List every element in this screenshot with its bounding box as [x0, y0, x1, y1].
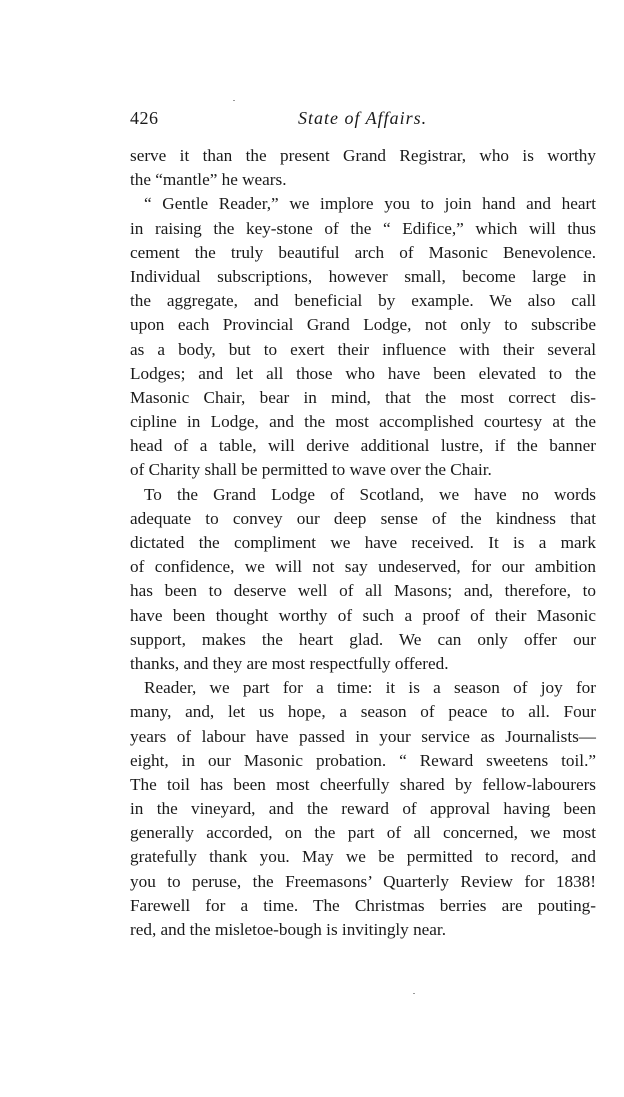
- print-speck: [233, 100, 235, 101]
- text-line: of Charity shall be permitted to wave over the Chair.: [130, 460, 492, 480]
- running-head: State of Affairs.: [298, 108, 428, 128]
- text-line: To the Grand Lodge of Scotland, we have no words: [144, 484, 596, 504]
- page-header: [130, 108, 596, 136]
- text-line: serve it than the present Grand Registrar, who is worthy: [130, 146, 596, 165]
- paragraph: [130, 192, 596, 482]
- body-text: [130, 144, 596, 942]
- paragraph: [130, 483, 596, 677]
- text-line: many, and, let us hope, a season of peace to all. Four: [130, 702, 596, 722]
- text-line: as a body, but to exert their influence with their several: [130, 339, 596, 359]
- text-line: generally accorded, on the part of all concerned, we most: [130, 823, 596, 843]
- text-line: adequate to convey our deep sense of the kindness that: [130, 508, 596, 528]
- text-line: Individual subscriptions, however small, become large in: [130, 266, 596, 286]
- text-line: dictated the compliment we have received. It is a mark: [130, 533, 596, 552]
- text-line: red, and the misletoe-bough is invitingly near.: [130, 920, 446, 939]
- text-line: have been thought worthy of such a proof of their Masonic: [130, 605, 596, 625]
- text-line: upon each Provincial Grand Lodge, not only to subscribe: [130, 315, 596, 335]
- text-line: has been to deserve well of all Masons; and, therefore, to: [130, 581, 596, 601]
- text-line: Farewell for a time. The Christmas berries are pouting-: [130, 895, 596, 915]
- page-number: 426: [130, 108, 159, 128]
- text-line: eight, in our Masonic probation. “ Reward sweetens toil.”: [130, 750, 596, 770]
- text-line: cement the truly beautiful arch of Masonic Benevolence.: [130, 242, 596, 262]
- text-line: gratefully thank you. May we be permitted to record, and: [130, 847, 596, 867]
- text-line: The toil has been most cheerfully shared by fellow-labourers: [130, 774, 596, 794]
- text-line: thanks, and they are most respectfully offered.: [130, 653, 449, 673]
- text-line: cipline in Lodge, and the most accomplished courtesy at the: [130, 412, 596, 432]
- text-line: Masonic Chair, bear in mind, that the most correct dis-: [130, 387, 596, 407]
- text-line: head of a table, will derive additional lustre, if the banner: [130, 436, 596, 456]
- text-line: in raising the key-stone of the “ Edifice,” which will thus: [130, 218, 596, 238]
- text-line: Lodges; and let all those who have been elevated to the: [130, 363, 596, 383]
- text-line: you to peruse, the Freemasons’ Quarterly Review for 1838!: [130, 871, 596, 891]
- print-speck: [413, 993, 415, 994]
- text-line: years of labour have passed in your service as Journalists—: [130, 726, 596, 746]
- paragraph: [130, 676, 596, 942]
- text-line: Reader, we part for a time: it is a season of joy for: [144, 678, 596, 698]
- text-line: in the vineyard, and the reward of approval having been: [130, 799, 596, 819]
- text-line: the aggregate, and beneficial by example. We also call: [130, 291, 596, 311]
- paragraph: [130, 144, 596, 192]
- text-line: the “mantle” he wears.: [130, 170, 287, 190]
- text-line: support, makes the heart glad. We can only offer our: [130, 629, 596, 649]
- text-line: “ Gentle Reader,” we implore you to join hand and heart: [144, 194, 596, 214]
- text-line: of confidence, we will not say undeserved, for our ambition: [130, 557, 596, 577]
